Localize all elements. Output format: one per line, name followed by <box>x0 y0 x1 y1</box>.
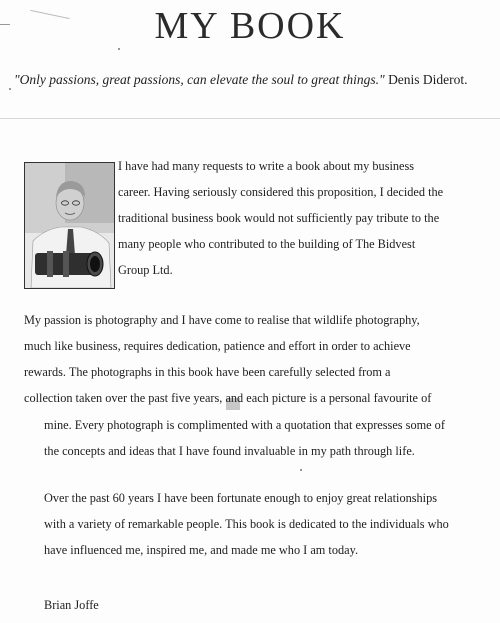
author-photo <box>24 162 115 289</box>
dedication-paragraph <box>44 485 449 563</box>
text-line: My passion is photography and I have come to realise that wildlife photography, <box>24 313 420 327</box>
author-signature: Brian Joffe <box>44 598 99 612</box>
passion-paragraph-continued <box>44 412 445 464</box>
text-line: I have had many requests to write a book about my business <box>118 159 415 173</box>
text-line: much like business, requires dedication, patience and effort in order to achieve <box>24 339 411 353</box>
intro-paragraph <box>118 153 443 283</box>
passion-paragraph <box>24 307 431 411</box>
text-line: the concepts and ideas that I have found invaluable in my path through life. <box>44 444 415 458</box>
text-line: Over the past 60 years I have been fortunate enough to enjoy great relationships <box>44 491 438 505</box>
quote-author: Denis Diderot. <box>388 72 468 87</box>
text-line: Group Ltd. <box>118 263 173 277</box>
text-line: collection taken over the past five years, and each picture is a personal favourite of <box>24 391 432 405</box>
page-title: MY BOOK <box>154 5 346 47</box>
text-line: traditional business book would not sufficiently pay tribute to the <box>118 211 440 225</box>
text-line: many people who contributed to the building of The Bidvest <box>118 237 416 251</box>
text-line: rewards. The photographs in this book have been carefully selected from a <box>24 365 391 379</box>
epigraph-quote <box>14 72 500 88</box>
text-line: career. Having seriously considered this proposition, I decided the <box>118 185 444 199</box>
text-line: with a variety of remarkable people. This book is dedicated to the individuals who <box>44 517 449 531</box>
text-line: mine. Every photograph is complimented with a quotation that expresses some of <box>44 418 445 432</box>
quote-text: "Only passions, great passions, can elevate the soul to great things." <box>14 72 385 87</box>
text-line: have influenced me, inspired me, and made me who I am today. <box>44 543 359 557</box>
divider <box>0 118 500 119</box>
